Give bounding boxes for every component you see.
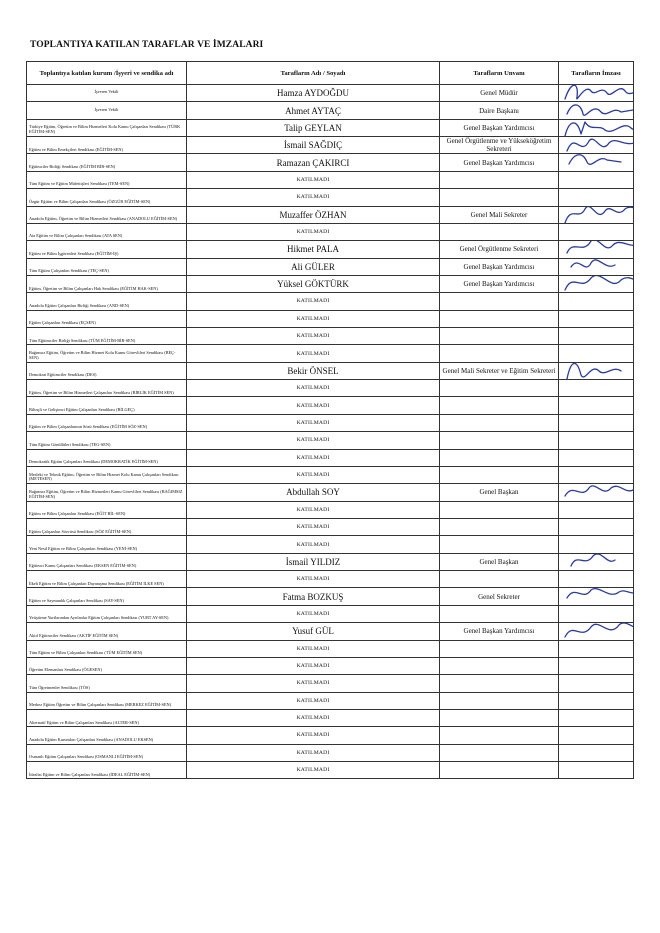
- table-row: [27, 362, 634, 379]
- table-row: [27, 310, 634, 327]
- name-cell: KATILMADI: [187, 571, 440, 588]
- table-row: [27, 137, 634, 154]
- name-cell: KATILMADI: [187, 310, 440, 327]
- name-cell: KATILMADI: [187, 762, 440, 779]
- table-row: [27, 449, 634, 466]
- title-cell: [440, 397, 559, 414]
- table-row: [27, 223, 634, 240]
- title-cell: [440, 762, 559, 779]
- title-cell: [440, 640, 559, 657]
- org-cell: Eğitim Çalışanları Sendikası (EÇSEN): [27, 310, 187, 327]
- signature-cell: [559, 85, 634, 102]
- signature-stroke: [571, 554, 615, 566]
- org-cell: Eğitim ve Bilim Çalışanları Sendikası (EĞİT BİL-SEN): [27, 501, 187, 518]
- org-cell: İdealist Eğitim ve Bilim Çalışanları Sendikası (İDEAL EĞİTİM-SEN): [27, 762, 187, 779]
- title-cell: Genel Başkan: [440, 484, 559, 501]
- signature-cell: [559, 571, 634, 588]
- name-cell: KATILMADI: [187, 397, 440, 414]
- name-cell: Yüksel GÖKTÜRK: [187, 275, 440, 292]
- table-row: [27, 501, 634, 518]
- org-cell: Türkiye Eğitim, Öğretim ve Bilim Hizmetleri Kolu Kamu Çalışanları Sendikası (TÜRK EĞİTİM-SEN): [27, 119, 187, 136]
- title-cell: [440, 414, 559, 431]
- title-cell: Genel Başkan Yardımcısı: [440, 275, 559, 292]
- title-cell: [440, 692, 559, 709]
- table-row: [27, 553, 634, 570]
- name-cell: Hikmet PALA: [187, 241, 440, 258]
- signature-cell: [559, 119, 634, 136]
- org-cell: Eğitim ve Bilim Çalışanlarının Sözü Sendikası (EĞİTİM SÖZ-SEN): [27, 414, 187, 431]
- signature-stroke: [567, 105, 633, 115]
- signature-cell: [559, 345, 634, 362]
- org-cell: İşveren Vekili: [27, 85, 187, 102]
- name-cell: Yusuf GÜL: [187, 623, 440, 640]
- table-row: [27, 466, 634, 483]
- title-cell: [440, 310, 559, 327]
- title-cell: [440, 171, 559, 188]
- header-org: Toplantıya katılan kurum /İşyeri ve sendika adı: [27, 62, 187, 85]
- table-row: [27, 623, 634, 640]
- name-cell: KATILMADI: [187, 657, 440, 674]
- table-row: [27, 380, 634, 397]
- table-row: [27, 85, 634, 102]
- title-cell: [440, 189, 559, 206]
- org-cell: Yeni Nesil Eğitim ve Bilim Çalışanları Sendikası (YENİ-SEN): [27, 536, 187, 553]
- header-name: Tarafların Adı / Soyadı: [187, 62, 440, 85]
- signature-cell: [559, 484, 634, 501]
- name-cell: KATILMADI: [187, 501, 440, 518]
- org-cell: İşveren Vekili: [27, 102, 187, 119]
- signature-cell: [559, 675, 634, 692]
- org-cell: Eğitim ve Bilim Emekçileri Sendikası (EĞİTİM-SEN): [27, 137, 187, 154]
- org-cell: Eğitimci Kamu Çalışanları Sendikası (EKSEN EĞİTİM-SEN): [27, 553, 187, 570]
- table-row: [27, 536, 634, 553]
- org-cell: Ata Eğitim ve Bilim Çalışanları Sendikası (ATA SEN): [27, 223, 187, 240]
- title-cell: Genel Müdür: [440, 85, 559, 102]
- handwritten-signature-icon: [561, 588, 634, 605]
- name-cell: KATILMADI: [187, 449, 440, 466]
- org-cell: Demokrat Eğitimciler Sendikası (DES): [27, 362, 187, 379]
- name-cell: KATILMADI: [187, 605, 440, 622]
- title-cell: Genel Başkan Yardımcısı: [440, 623, 559, 640]
- handwritten-signature-icon: [561, 154, 634, 171]
- header-title: Tarafların Unvanı: [440, 62, 559, 85]
- title-cell: [440, 328, 559, 345]
- signature-stroke: [571, 260, 615, 267]
- signature-cell: [559, 328, 634, 345]
- signature-stroke: [565, 85, 634, 99]
- title-cell: Genel Başkan Yardımcısı: [440, 119, 559, 136]
- signature-cell: [559, 275, 634, 292]
- org-cell: Aktif Eğitimciler Sendikası (AKTİF EĞİTİM SEN): [27, 623, 187, 640]
- signature-cell: [559, 692, 634, 709]
- table-row: [27, 154, 634, 171]
- signature-stroke: [565, 623, 634, 637]
- signature-cell: [559, 518, 634, 535]
- org-cell: Tüm Eğitimciler Birliği Sendikası (TÜM EĞİTİM-BİR-SEN): [27, 328, 187, 345]
- title-cell: [440, 744, 559, 761]
- signature-cell: [559, 241, 634, 258]
- org-cell: Eğitim Çalışanları Sözcüsü Sendikası (SÖZ EĞİTİM-SEN): [27, 518, 187, 535]
- signature-cell: [559, 553, 634, 570]
- signature-cell: [559, 293, 634, 310]
- name-cell: KATILMADI: [187, 466, 440, 483]
- table-row: [27, 328, 634, 345]
- title-cell: [440, 293, 559, 310]
- signature-cell: [559, 102, 634, 119]
- signature-cell: [559, 709, 634, 726]
- signature-stroke: [565, 206, 634, 223]
- org-cell: Eğitimciler Birliği Sendikası (EĞİTİM BİR-SEN): [27, 154, 187, 171]
- table-row: [27, 762, 634, 779]
- handwritten-signature-icon: [561, 362, 634, 379]
- table-row: [27, 657, 634, 674]
- handwritten-signature-icon: [561, 137, 634, 154]
- name-cell: KATILMADI: [187, 518, 440, 535]
- name-cell: Ali GÜLER: [187, 258, 440, 275]
- org-cell: Anadolu Eğitim Kurumları Çalışanları Sendikası (ANADOLU EKSEN): [27, 727, 187, 744]
- org-cell: Eğitim ve Bilim İşgörenleri Sendikası (EĞİTİM-İŞ): [27, 241, 187, 258]
- name-cell: Ramazan ÇAKIRCI: [187, 154, 440, 171]
- title-cell: [440, 657, 559, 674]
- title-cell: Genel Mali Sekreter: [440, 206, 559, 223]
- table-row: [27, 345, 634, 362]
- signature-cell: [559, 223, 634, 240]
- signature-cell: [559, 640, 634, 657]
- table-row: [27, 189, 634, 206]
- name-cell: Ahmet AYTAÇ: [187, 102, 440, 119]
- name-cell: KATILMADI: [187, 432, 440, 449]
- signature-cell: [559, 605, 634, 622]
- title-cell: Genel Sekreter: [440, 588, 559, 605]
- title-cell: [440, 571, 559, 588]
- org-cell: Öğretim Elemanları Sendikası (ÖGESEN): [27, 657, 187, 674]
- signature-cell: [559, 258, 634, 275]
- signature-cell: [559, 501, 634, 518]
- signature-cell: [559, 536, 634, 553]
- name-cell: KATILMADI: [187, 709, 440, 726]
- signature-cell: [559, 623, 634, 640]
- table-row: [27, 692, 634, 709]
- title-cell: Genel Örgütlenme ve Yükseköğretim Sekreteri: [440, 137, 559, 154]
- title-cell: [440, 709, 559, 726]
- signature-stroke: [567, 241, 634, 254]
- org-cell: Tüm Eğitim ve Eğitim Müfettişleri Sendikası (TEM-SEN): [27, 171, 187, 188]
- title-cell: Genel Başkan Yardımcısı: [440, 154, 559, 171]
- signature-cell: [559, 171, 634, 188]
- name-cell: KATILMADI: [187, 223, 440, 240]
- handwritten-signature-icon: [561, 484, 634, 501]
- name-cell: KATILMADI: [187, 293, 440, 310]
- table-row: [27, 518, 634, 535]
- name-cell: KATILMADI: [187, 727, 440, 744]
- name-cell: Muzaffer ÖZHAN: [187, 206, 440, 223]
- table-row: [27, 605, 634, 622]
- handwritten-signature-icon: [561, 275, 634, 292]
- signature-cell: [559, 727, 634, 744]
- name-cell: KATILMADI: [187, 328, 440, 345]
- table-body: [27, 85, 634, 779]
- title-cell: Genel Başkan: [440, 553, 559, 570]
- name-cell: KATILMADI: [187, 189, 440, 206]
- org-cell: Tüm Eğitim ve Bilim Çalışanları Sendikası (TÜM EĞİTİM SEN): [27, 640, 187, 657]
- org-cell: Mesleki ve Teknik Eğitim, Öğretim ve Bilim Hizmet Kolu Kamu Çalışanları Sendikası (METESEN): [27, 466, 187, 483]
- name-cell: İsmail YILDIZ: [187, 553, 440, 570]
- handwritten-signature-icon: [561, 102, 634, 119]
- title-cell: Genel Örgütlenme Sekreteri: [440, 241, 559, 258]
- org-cell: Anadolu Eğitim Çalışanları Birliği Sendikası (AND-SEN): [27, 293, 187, 310]
- org-cell: Tüm Öğretmenler Sendikası (TÖS): [27, 675, 187, 692]
- org-cell: Anadolu Eğitim, Öğretim ve Bilim Hizmetleri Sendikası (ANADOLU EĞİTİM-SEN): [27, 206, 187, 223]
- org-cell: Bilinçli ve Gelişimci Eğitim Çalışanları Sendikası (BİLGEÇ): [27, 397, 187, 414]
- handwritten-signature-icon: [561, 119, 634, 136]
- title-cell: [440, 536, 559, 553]
- name-cell: Talip GEYLAN: [187, 119, 440, 136]
- signature-stroke: [565, 275, 634, 290]
- signature-cell: [559, 380, 634, 397]
- table-row: [27, 675, 634, 692]
- title-cell: Genel Mali Sekreter ve Eğitim Sekreteri: [440, 362, 559, 379]
- table-row: [27, 640, 634, 657]
- org-cell: Özgür Eğitim ve Bilim Çalışanları Sendikası (ÖZGÜR EĞİTİM-SEN): [27, 189, 187, 206]
- title-cell: [440, 727, 559, 744]
- table-row: [27, 709, 634, 726]
- title-cell: [440, 466, 559, 483]
- signature-cell: [559, 137, 634, 154]
- signature-cell: [559, 414, 634, 431]
- title-cell: [440, 605, 559, 622]
- handwritten-signature-icon: [561, 258, 634, 275]
- signature-stroke: [565, 122, 634, 136]
- name-cell: KATILMADI: [187, 536, 440, 553]
- signature-cell: [559, 206, 634, 223]
- handwritten-signature-icon: [561, 553, 634, 570]
- signature-stroke: [567, 139, 634, 151]
- signature-cell: [559, 189, 634, 206]
- signature-cell: [559, 762, 634, 779]
- name-cell: KATILMADI: [187, 692, 440, 709]
- table-row: [27, 571, 634, 588]
- org-cell: Tüm Eğitim Çalışanları Sendikası (TEÇ-SEN): [27, 258, 187, 275]
- table-row: [27, 171, 634, 188]
- org-cell: Yetiştirme Yurtlarından Ayrılanlar Eğitim Çalışanları Sendikası (YURT AY-SEN): [27, 605, 187, 622]
- org-cell: Demokratik Eğitim Çalışanları Sendikası (DEMOKRATİK EĞİTİM-SEN): [27, 449, 187, 466]
- table-row: [27, 727, 634, 744]
- name-cell: Fatma BOZKUŞ: [187, 588, 440, 605]
- title-cell: [440, 449, 559, 466]
- org-cell: Eğitim, Öğretim ve Bilim Hizmetleri Çalışanları Sendikası (BİRLİK EĞİTİM SEN): [27, 380, 187, 397]
- org-cell: Merkez Eğitim Öğretim ve Bilim Çalışanları Sendikası (MERKEZ EĞİTİM-SEN): [27, 692, 187, 709]
- title-cell: [440, 675, 559, 692]
- table-row: [27, 414, 634, 431]
- signature-stroke: [567, 589, 634, 598]
- handwritten-signature-icon: [561, 623, 634, 640]
- signature-cell: [559, 466, 634, 483]
- title-cell: [440, 432, 559, 449]
- signature-stroke: [565, 486, 633, 496]
- table-row: [27, 432, 634, 449]
- org-cell: Eğitim ve Saymanlık Çalışanları Sendikası (SAY-SEN): [27, 588, 187, 605]
- table-row: [27, 744, 634, 761]
- name-cell: Bekir ÖNSEL: [187, 362, 440, 379]
- table-row: [27, 241, 634, 258]
- org-cell: Eğitim, Öğretim ve Bilim Çalışanları Hak Sendikası (EĞİTİM HAK-SEN): [27, 275, 187, 292]
- org-cell: Bağımsız Eğitim, Öğretim ve Bilim Hizmetleri Kamu Görevlileri Sendikası (BAĞIMSIZ EĞİTİM-SEN): [27, 484, 187, 501]
- page-title: TOPLANTIYA KATILAN TARAFLAR VE İMZALARI: [30, 40, 264, 50]
- title-cell: [440, 345, 559, 362]
- name-cell: KATILMADI: [187, 640, 440, 657]
- handwritten-signature-icon: [561, 206, 634, 223]
- name-cell: KATILMADI: [187, 744, 440, 761]
- table-row: [27, 293, 634, 310]
- signature-cell: [559, 310, 634, 327]
- title-cell: [440, 223, 559, 240]
- table-row: [27, 588, 634, 605]
- table-row: [27, 119, 634, 136]
- table-row: [27, 397, 634, 414]
- name-cell: KATILMADI: [187, 675, 440, 692]
- signature-cell: [559, 744, 634, 761]
- org-cell: Alternatif Eğitim ve Bilim Çalışanları Sendikası (ALTER-SEN): [27, 709, 187, 726]
- title-cell: Genel Başkan Yardımcısı: [440, 258, 559, 275]
- name-cell: Hamza AYDOĞDU: [187, 85, 440, 102]
- table-row: [27, 275, 634, 292]
- title-cell: Daire Başkanı: [440, 102, 559, 119]
- name-cell: Abdullah SOY: [187, 484, 440, 501]
- signature-cell: [559, 362, 634, 379]
- title-cell: [440, 380, 559, 397]
- name-cell: İsmail SAĞDIÇ: [187, 137, 440, 154]
- signature-cell: [559, 657, 634, 674]
- table-header: [27, 62, 634, 85]
- name-cell: KATILMADI: [187, 345, 440, 362]
- name-cell: KATILMADI: [187, 414, 440, 431]
- org-cell: İlkeli Eğitim ve Bilim Çalışanları Dayanışma Sendikası (EĞİTİM İLKE SEN): [27, 571, 187, 588]
- signature-cell: [559, 397, 634, 414]
- signature-cell: [559, 154, 634, 171]
- org-cell: Bağımsız Eğitim, Öğretim ve Bilim Hizmet Kolu Kamu Görevlileri Sendikası (BEÇ-SEN): [27, 345, 187, 362]
- signature-stroke: [567, 363, 621, 379]
- handwritten-signature-icon: [561, 85, 634, 102]
- title-cell: [440, 501, 559, 518]
- table-row: [27, 206, 634, 223]
- signature-cell: [559, 588, 634, 605]
- org-cell: Tüm Eğitim Gönüllüleri Sendikası (TEG-SEN): [27, 432, 187, 449]
- signature-cell: [559, 449, 634, 466]
- table-row: [27, 258, 634, 275]
- header-signature: Tarafların İmzası: [559, 62, 634, 85]
- table-row: [27, 484, 634, 501]
- signature-cell: [559, 432, 634, 449]
- org-cell: Osmanlı Eğitim Çalışanları Sendikası (OSMANLI EĞİTİM-SEN): [27, 744, 187, 761]
- name-cell: KATILMADI: [187, 380, 440, 397]
- name-cell: KATILMADI: [187, 171, 440, 188]
- attendance-table: [26, 61, 634, 779]
- handwritten-signature-icon: [561, 241, 634, 258]
- signature-stroke: [569, 155, 621, 165]
- title-cell: [440, 518, 559, 535]
- table-row: [27, 102, 634, 119]
